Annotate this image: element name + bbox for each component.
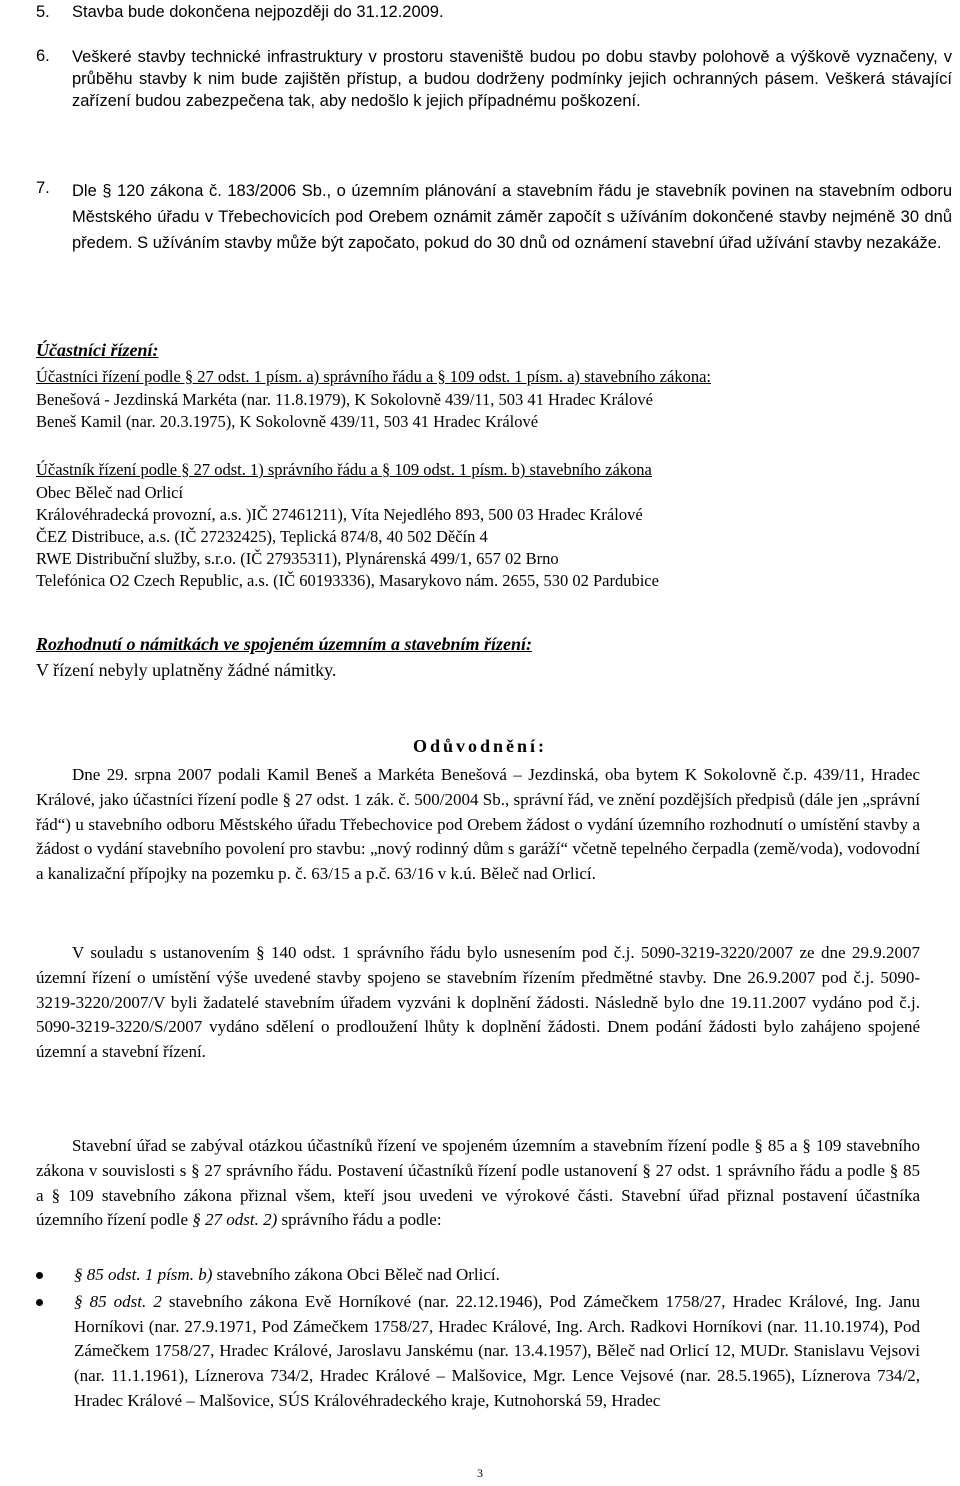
participants-group2-title: Účastník řízení podle § 27 odst. 1) správního řádu a § 109 odst. 1 písm. b) stavebního zákona	[36, 460, 652, 479]
bullet-text: stavebního zákona Obci Běleč nad Orlicí.	[212, 1265, 500, 1284]
bullet-icon	[36, 1299, 43, 1306]
reasoning-heading: Odůvodnění:	[412, 736, 548, 756]
participant-entry: Benešová - Jezdinská Markéta (nar. 11.8.1979), K Sokolovně 439/11, 503 41 Hradec Králové	[36, 390, 653, 409]
paragraph-text: Dne 29. srpna 2007 podali Kamil Beneš a Markéta Benešová – Jezdinská, oba bytem K Sokolovně č.p. 439/11, Hradec Králové, jako účastníci řízení podle § 27 odst. 1 zák. č. 500/2004 Sb., správní řád, ve znění pozdějších předpisů (dále jen „správní řád“) u stavebního odboru Městského úřadu Třebechovice pod Orebem žádost o vydání územního rozhodnutí o umístění stavby a žádost o vydání stavebního povolení pro stavbu: „nový rodinný dům s garáží“ včetně tepelného čerpadla (země/voda), vodovodní a kanalizační přípojky na pozemku p. č. 63/15 a p.č. 63/16 v k.ú. Běleč nad Orlicí.	[36, 765, 920, 884]
bullet-icon	[36, 1272, 43, 1279]
reasoning-paragraph	[36, 941, 920, 1065]
item-number: 6.	[36, 47, 50, 65]
item-number: 7.	[36, 179, 50, 197]
bullet-text: stavebního zákona Evě Horníkové (nar. 22.12.1946), Pod Zámečkem 1758/27, Hradec Králové, Ing. Janu Horníkovi (nar. 27.9.1971, Pod Zámečkem 1758/27, Hradec Králové, Ing. Arch. Radkovi Horníkovi (nar. 11.10.1974), Pod Zámečkem 1758/27, Hradec Králové, Jaroslavu Janskému (nar. 13.4.1957), Běleč nad Orlicí 12, MUDr. Stanislavu Vejsovi (nar. 11.1.1961), Líznerova 734/2, Hradec Králové – Malšovice, Mgr. Lence Vejsové (nar. 28.5.1965), Líznerova 734/2, Hradec Králové – Malšovice, SÚS Královéhradeckého kraje, Kutnohorská 59, Hradec	[74, 1291, 921, 1410]
paragraph-italic: § 27 odst. 2)	[192, 1210, 278, 1230]
paragraph-text: správního řádu a podle:	[277, 1210, 442, 1230]
participant-entry: Obec Běleč nad Orlicí	[36, 483, 184, 502]
reasoning-paragraph	[36, 763, 920, 887]
participant-entry: Telefónica O2 Czech Republic, a.s. (IČ 60193336), Masarykovo nám. 2655, 530 02 Pardubice	[36, 571, 659, 590]
participant-entry: RWE Distribuční služby, s.r.o. (IČ 27935311), Plynárenská 499/1, 657 02 Brno	[36, 549, 559, 568]
participants-group1-title: Účastníci řízení podle § 27 odst. 1 písm. a) správního řádu a § 109 odst. 1 písm. a) stavebního zákona:	[36, 367, 711, 386]
bullet-italic: § 85 odst. 2	[74, 1291, 162, 1311]
bullet-list	[36, 1263, 920, 1414]
bullet-item	[36, 1290, 920, 1414]
participant-entry: ČEZ Distribuce, a.s. (IČ 27232425), Teplická 874/8, 40 502 Děčín 4	[36, 527, 488, 546]
objections-text: V řízení nebyly uplatněny žádné námitky.	[36, 660, 337, 680]
bullet-italic: § 85 odst. 1 písm. b)	[74, 1265, 213, 1284]
item-text: Veškeré stavby technické infrastruktury v prostoru staveniště budou po dobu stavby polohově a výškově vyznačeny, v průběhu stavby k nim bude zajištěn přístup, a budou dodrženy podmínky jejich ochranných pásem. Veškerá stávající zařízení budou zabezpečena tak, aby nedošlo k jejich případnému poškození.	[72, 48, 952, 110]
participants-heading: Účastníci řízení:	[36, 340, 159, 360]
item-text: Dle § 120 zákona č. 183/2006 Sb., o územním plánování a stavebním řádu je stavebník povinen na stavebním odboru Městského úřadu v Třebechovicích pod Orebem oznámit záměr započít s užíváním dokončené stavby nejméně 30 dnů předem. S užíváním stavby může být započato, pokud do 30 dnů od oznámení stavební úřad užívání stavby nezakáže.	[72, 182, 952, 252]
paragraph-text: Stavební úřad se zabýval otázkou účastníků řízení ve spojeném územním a stavebním řízení podle § 85 a § 109 stavebního zákona v souvislosti s § 27 správního řádu. Postavení účastníků řízení podle ustanovení § 27 odst. 1 správního řádu a podle § 85 a § 109 stavebního zákona přiznal všem, kteří jsou uvedeni ve výrokové části. Stavební úřad přiznal postavení účastníka územního řízení podle	[36, 1136, 920, 1230]
bullet-item	[36, 1263, 920, 1288]
reasoning-paragraph	[36, 1134, 920, 1233]
item-number: 5.	[36, 3, 50, 21]
item-text: Stavba bude dokončena nejpozději do 31.12.2009.	[72, 3, 444, 21]
page-number: 3	[477, 1466, 483, 1480]
objections-heading: Rozhodnutí o námitkách ve spojeném územním a stavebním řízení:	[36, 634, 533, 654]
participant-entry: Královéhradecká provozní, a.s. )IČ 27461211), Víta Nejedlého 893, 500 03 Hradec Králové	[36, 505, 643, 524]
participant-entry: Beneš Kamil (nar. 20.3.1975), K Sokolovně 439/11, 503 41 Hradec Králové	[36, 412, 539, 431]
paragraph-text: V souladu s ustanovením § 140 odst. 1 správního řádu bylo usnesením pod č.j. 5090-3219-3220/2007 ze dne 29.9.2007 územní řízení o umístění výše uvedené stavby spojeno se stavebním řízením předmětné stavby. Dne 26.9.2007 pod č.j. 5090-3219-3220/2007/V byli žadatelé stavebním úřadem vyzváni k doplnění žádosti. Následně bylo dne 19.11.2007 vydáno pod č.j. 5090-3219-3220/S/2007 vydáno sdělení o prodloužení lhůty k doplnění žádosti. Dnem podání žádosti bylo zahájeno spojené územní a stavební řízení.	[36, 943, 920, 1062]
